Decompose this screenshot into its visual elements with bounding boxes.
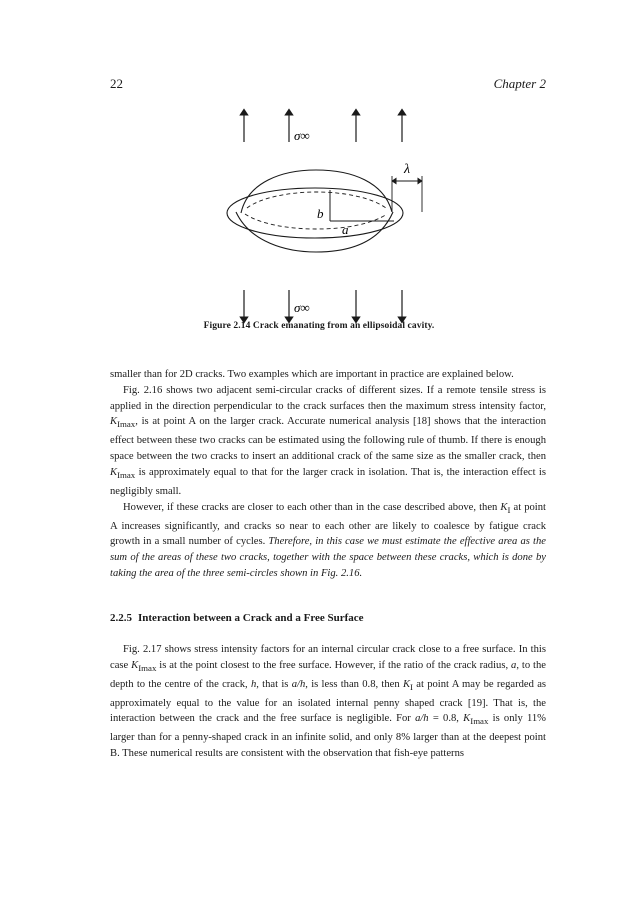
paragraph-4: Fig. 2.17 shows stress intensity factors for an internal circular crack close to a free surface. In this case $K_{Imax}$ is at the point closest to the free surface. However, if the ratio of the crack radius, a, to the depth to the centre of the crack, h, that is a/h, is less than 0.8, then $K_I$ at point A may be regarded as approximately equal to the value for an isolated internal penny shaped crack [19]. That is, the interaction between the crack and the free surface is negligible. For a/h = 0.8, $K_{Imax}$ is only 11% larger than for a penny-shaped crack in an infinite solid, and only 8% larger than at the deepest point B. These numerical results are consistent with the observation that fish-eye patterns (110, 644, 547, 760)
sigma-bottom-label: σ∞ (294, 300, 310, 315)
body-text-lower (110, 642, 546, 762)
section-title: Interaction between a Crack and a Free Surface (138, 612, 364, 624)
running-head: Chapter 2 (493, 76, 546, 91)
label-lambda: λ (404, 162, 411, 177)
figure-ellipsoidal-cavity (110, 100, 550, 340)
section-heading (110, 612, 364, 624)
bottom-stress-arrows (244, 290, 402, 320)
sigma-top-label: σ∞ (294, 128, 310, 143)
crack-outer-edge (227, 188, 403, 238)
page-number: 22 (110, 76, 123, 91)
paragraph-2: Fig. 2.16 shows two adjacent semi-circular cracks of different sizes. If a remote tensile stress is applied in the direction perpendicular to the crack surfaces then the maximum stress intensity factor, $K_{Imax}$, is at point A on the larger crack. Accurate numerical analysis [18] shows that the interaction effect between these two cracks can be estimated using the following rule of thumb. If there is enough space between the two cracks to insert an additional crack of the same size as the smaller crack, then $K_{Imax}$ is approximately equal to that for the larger crack in isolation. That is, the interaction effect is negligibly small. (110, 384, 546, 497)
figure-caption-text: Crack emanating from an ellipsoidal cavity. (252, 321, 435, 331)
top-stress-arrows (244, 112, 402, 142)
figure-caption (0, 321, 638, 331)
paragraph-3: However, if these cracks are closer to each other than in the case described above, then $K_I$ at point A increases significantly, and cracks so near to each other are likely to coalesce by fatigue crack growth in a small number of cycles. Therefore, in this case we must estimate the effective area as the sum of the areas of these two cracks, together with the space between these cracks, which is done by taking the area of the three semi-circles shown in Fig. 2.16. (110, 501, 546, 579)
body-text-upper (110, 367, 546, 582)
label-a: a (342, 222, 349, 237)
label-b: b (317, 206, 324, 221)
section-number: 2.2.5 (110, 612, 132, 624)
paragraph-1: smaller than for 2D cracks. Two examples which are important in practice are explained below. (110, 369, 514, 380)
figure-caption-label: Figure 2.14 (203, 321, 251, 331)
